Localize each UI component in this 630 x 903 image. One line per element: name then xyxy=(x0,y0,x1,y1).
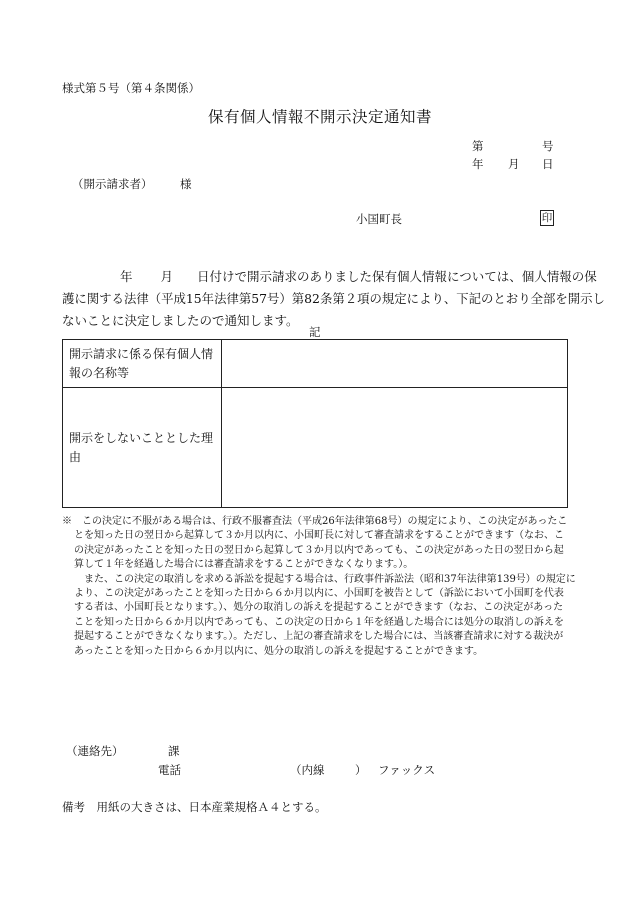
note-line: ことを知った日から６か月以内であっても、この決定の日から１年を経過した場合には処分の取消しの訴えを xyxy=(74,616,564,628)
ki-heading: 記 xyxy=(309,325,321,339)
document-title: 保有個人情報不開示決定通知書 xyxy=(208,108,433,126)
note-line: の決定があったことを知った日の翌日から起算して３か月以内であっても、この決定があった日の翌日から起 xyxy=(74,544,564,556)
table-label-reason: 開示をしないこととした理 由 xyxy=(63,388,222,508)
issuer-name: 小国町長 xyxy=(356,212,402,226)
contact-label: （連絡先） xyxy=(66,744,124,758)
contact-extension-close: ） xyxy=(355,763,367,777)
date-day: 日 xyxy=(542,157,554,171)
body-line-2: 護に関する法律（平成15年法律第57号）第82条第２項の規定により、下記のとおり全部を開示し xyxy=(62,291,605,306)
recipient-label: （開示請求者） xyxy=(72,177,153,191)
seal-mark: 印 xyxy=(541,212,553,224)
doc-number-dai: 第 xyxy=(472,139,484,153)
table-row xyxy=(63,340,568,388)
body-line1-rest: 日付けで開示請求のありました保有個人情報については、個人情報の保 xyxy=(197,269,597,284)
table-value-reason xyxy=(222,388,568,508)
contact-phone: 電話 xyxy=(158,763,181,777)
note-line: する者は、小国町長となります。）、処分の取消しの訴えを提起することができます（なお、この決定があった xyxy=(74,602,564,614)
table-value-info-name xyxy=(222,340,568,388)
disclosure-table xyxy=(62,339,568,508)
table-row xyxy=(63,388,568,508)
recipient-honorific: 様 xyxy=(180,177,192,191)
remarks: 備考 用紙の大きさは、日本産業規格Ａ４とする。 xyxy=(62,800,327,814)
body-month: 月 xyxy=(160,269,174,284)
contact-section: 課 xyxy=(168,744,180,758)
form-number: 様式第５号（第４条関係） xyxy=(62,81,200,95)
date-month: 月 xyxy=(508,157,520,171)
note-line: 算して１年を経過した場合には審査請求をすることができなくなります。）。 xyxy=(74,559,414,571)
note-line: とを知った日の翌日から起算して３か月以内に、小国町長に対して審査請求をすることができます（なお、こ xyxy=(74,530,564,542)
note-line: より、この決定があったことを知った日から６か月以内に、小国町を被告として（訴訟において小国町を代表 xyxy=(74,588,564,600)
date-year: 年 xyxy=(472,157,484,171)
body-line-3: ないことに決定しましたので通知します。 xyxy=(62,313,299,328)
body-year: 年 xyxy=(120,269,133,284)
doc-number-go: 号 xyxy=(542,139,554,153)
note-line: あったことを知った日から６か月以内に、処分の取消しの訴えを提起することができます。 xyxy=(74,645,484,657)
note-line: 提起することができなくなります。）。ただし、上記の審査請求をした場合には、当該審査請求に対する裁決が xyxy=(74,631,564,643)
body-line-1 xyxy=(62,266,597,288)
contact-extension-open: （内線 xyxy=(290,763,325,777)
notes-block xyxy=(62,515,576,659)
note-line: また、この決定の取消しを求める訴訟を提起する場合は、行政事件訴訟法（昭和37年法律第139号）の規定に xyxy=(84,573,576,585)
note-line: ※ この決定に不服がある場合は、行政不服審査法（平成26年法律第68号）の規定により、この決定があったこ xyxy=(62,516,568,527)
table-label-info-name: 開示請求に係る保有個人情 報の名称等 xyxy=(63,340,222,388)
contact-fax: ファックス xyxy=(378,763,436,777)
